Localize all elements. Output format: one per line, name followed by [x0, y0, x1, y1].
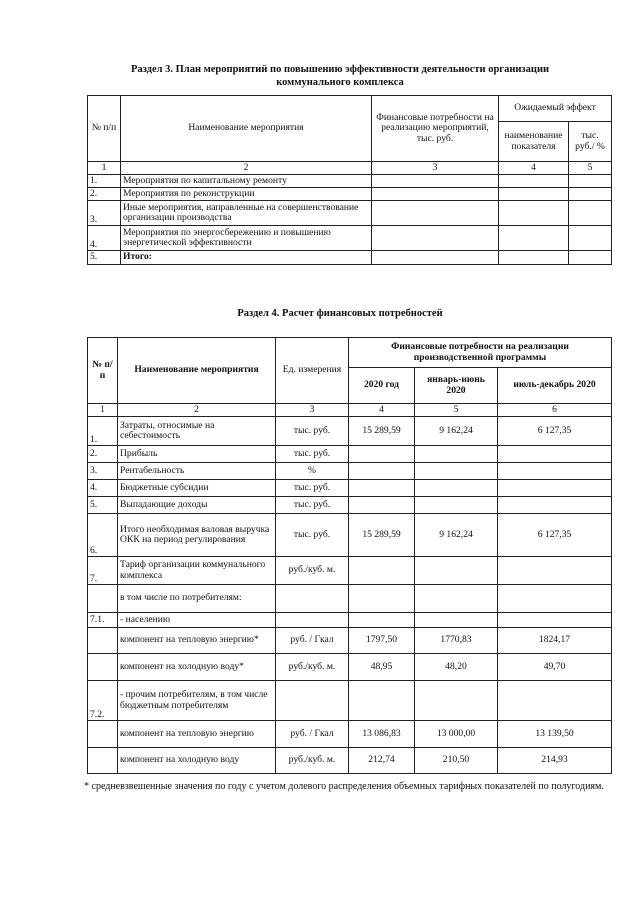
s4-row-name: Тариф организации коммунального комплекса — [118, 557, 276, 585]
s4-row-num: 6. — [88, 514, 118, 557]
s4-row-unit — [276, 681, 349, 721]
s4-row-h1 — [415, 613, 498, 628]
s4-row-num: 5. — [88, 497, 118, 514]
section3-title-line1: Раздел 3. План мероприятий по повышению эффективности деятельности организации — [130, 64, 550, 75]
s4-row-name: компонент на тепловую энергию — [118, 721, 276, 748]
table-row — [88, 585, 612, 613]
s3-header-effect: Ожидаемый эффект — [499, 96, 612, 122]
s3-colnum: 3 — [372, 162, 499, 175]
s4-row-name: в том числе по потребителям: — [118, 585, 276, 613]
s4-row-h1 — [415, 681, 498, 721]
table-row — [88, 613, 612, 628]
table-row — [88, 188, 612, 201]
s4-row-h2 — [498, 585, 612, 613]
s4-row-num — [88, 628, 118, 654]
s4-row-num: 1. — [88, 417, 118, 446]
s4-row-name: компонент на холодную воду — [118, 748, 276, 774]
s3-colnum: 5 — [569, 162, 612, 175]
s4-row-2020 — [349, 446, 415, 463]
s4-row-unit: руб. / Гкал — [276, 628, 349, 654]
s4-row-2020 — [349, 557, 415, 585]
s4-row-name: - прочим потребителям, в том числе бюджетным потребителям — [118, 681, 276, 721]
s4-row-h2 — [498, 681, 612, 721]
section3-table — [87, 95, 612, 265]
table-row — [88, 480, 612, 497]
s4-colnum: 5 — [415, 404, 498, 417]
s3-header-finance: Финансовые потребности на реализацию мероприятий, тыс. руб. — [372, 96, 499, 162]
footnote: * средневзвешенные значения по году с учетом долевого распределения объемных тарифных показателей по полугодиям. — [84, 781, 604, 792]
s3-row-num: 3. — [88, 201, 121, 226]
s4-row-name: Рентабельность — [118, 463, 276, 480]
s4-row-name: Бюджетные субсидии — [118, 480, 276, 497]
table-row — [88, 514, 612, 557]
s4-row-h2: 214,93 — [498, 748, 612, 774]
s4-row-2020: 48,95 — [349, 654, 415, 681]
s3-row-total: Итого: — [121, 251, 372, 265]
table-row — [88, 721, 612, 748]
s4-row-num — [88, 585, 118, 613]
table-row — [88, 251, 612, 265]
s4-row-unit: руб./куб. м. — [276, 654, 349, 681]
s4-colnum: 4 — [349, 404, 415, 417]
s4-row-h1 — [415, 463, 498, 480]
s4-row-num: 7. — [88, 557, 118, 585]
s4-row-name: Выпадающие доходы — [118, 497, 276, 514]
s4-colnum: 1 — [88, 404, 118, 417]
s4-row-unit — [276, 585, 349, 613]
s3-row-num: 1. — [88, 175, 121, 188]
s4-row-unit: тыс. руб. — [276, 417, 349, 446]
s3-colnum: 4 — [499, 162, 569, 175]
s4-row-unit: руб./куб. м. — [276, 748, 349, 774]
s4-row-num: 7.1. — [88, 613, 118, 628]
s3-row-num: 4. — [88, 226, 121, 251]
s3-row-num: 5. — [88, 251, 121, 265]
s3-colnum: 2 — [121, 162, 372, 175]
s3-row-num: 2. — [88, 188, 121, 201]
s4-row-num: 2. — [88, 446, 118, 463]
s4-row-num — [88, 654, 118, 681]
s4-row-unit: тыс. руб. — [276, 446, 349, 463]
table-row — [88, 681, 612, 721]
table-row — [88, 226, 612, 251]
section3-title — [60, 63, 620, 89]
s4-row-2020 — [349, 480, 415, 497]
s4-row-2020: 15 289,59 — [349, 514, 415, 557]
s4-row-name: - населению — [118, 613, 276, 628]
section4-title: Раздел 4. Расчет финансовых потребностей — [237, 308, 443, 319]
s3-row-name: Мероприятия по энергосбережению и повышению энергетической эффективности — [121, 226, 372, 251]
table-row — [88, 748, 612, 774]
s4-colnum: 2 — [118, 404, 276, 417]
s4-row-2020: 1797,50 — [349, 628, 415, 654]
s4-row-2020 — [349, 463, 415, 480]
s4-row-h2: 1824,17 — [498, 628, 612, 654]
table-row — [88, 497, 612, 514]
s4-header-name: Наименование мероприятия — [118, 338, 276, 404]
s4-row-unit: руб./куб. м. — [276, 557, 349, 585]
s4-header-num: № п/п — [88, 338, 118, 404]
s4-row-h1: 9 162,24 — [415, 514, 498, 557]
s4-row-2020: 212,74 — [349, 748, 415, 774]
s4-row-2020 — [349, 681, 415, 721]
s3-header-num: № п/п — [88, 96, 121, 162]
table-row — [88, 201, 612, 226]
s4-row-h1 — [415, 480, 498, 497]
s4-row-2020 — [349, 585, 415, 613]
s4-colnum: 3 — [276, 404, 349, 417]
s4-row-h2 — [498, 557, 612, 585]
s4-row-2020: 15 289,59 — [349, 417, 415, 446]
table-row — [88, 654, 612, 681]
s4-row-h2 — [498, 497, 612, 514]
s3-row-name: Иные мероприятия, направленные на совершенствование организации производства — [121, 201, 372, 226]
s4-row-2020: 13 086,83 — [349, 721, 415, 748]
s4-row-h2 — [498, 613, 612, 628]
s4-row-h1: 48,20 — [415, 654, 498, 681]
s4-row-h1 — [415, 557, 498, 585]
s4-row-num: 3. — [88, 463, 118, 480]
s4-colnum: 6 — [498, 404, 612, 417]
s4-row-num: 7.2. — [88, 681, 118, 721]
table-row — [88, 557, 612, 585]
s4-row-name: Итого необходимая валовая выручка ОКК на период регулирования — [118, 514, 276, 557]
table-row — [88, 417, 612, 446]
s3-row-name: Мероприятия по капитальному ремонту — [121, 175, 372, 188]
s3-header-effect-rub: тыс. руб./ % — [569, 122, 612, 162]
s4-row-num: 4. — [88, 480, 118, 497]
section4-table — [87, 337, 612, 774]
s4-row-num — [88, 721, 118, 748]
s4-row-unit: тыс. руб. — [276, 497, 349, 514]
s4-row-h1: 13 000,00 — [415, 721, 498, 748]
s3-row-name: Мероприятия по реконструкции — [121, 188, 372, 201]
s4-row-h2: 6 127,35 — [498, 514, 612, 557]
s4-row-h1 — [415, 446, 498, 463]
table-row — [88, 463, 612, 480]
s4-row-unit: руб. / Гкал — [276, 721, 349, 748]
s4-row-unit: тыс. руб. — [276, 480, 349, 497]
s4-row-num — [88, 748, 118, 774]
s4-header-unit: Ед. измерения — [276, 338, 349, 404]
s4-row-2020 — [349, 497, 415, 514]
s4-row-name: компонент на тепловую энергию* — [118, 628, 276, 654]
s4-row-h2: 49,70 — [498, 654, 612, 681]
s4-row-h1 — [415, 497, 498, 514]
s4-row-h2: 13 139,50 — [498, 721, 612, 748]
s4-header-h2: июль-декабрь 2020 — [498, 368, 612, 404]
s4-row-h2 — [498, 446, 612, 463]
s3-header-effect-name: наименование показателя — [499, 122, 569, 162]
s4-row-unit: % — [276, 463, 349, 480]
s4-row-h1: 1770,83 — [415, 628, 498, 654]
s4-header-h1: январь-июнь 2020 — [415, 368, 498, 404]
s4-row-unit: тыс. руб. — [276, 514, 349, 557]
s3-colnum: 1 — [88, 162, 121, 175]
s4-row-h1: 210,50 — [415, 748, 498, 774]
s4-row-h1 — [415, 585, 498, 613]
table-row — [88, 175, 612, 188]
s4-row-h1: 9 162,24 — [415, 417, 498, 446]
section3-title-line2: коммунального комплекса — [276, 77, 404, 88]
s4-row-name: Прибыль — [118, 446, 276, 463]
s4-header-2020: 2020 год — [349, 368, 415, 404]
table-row — [88, 446, 612, 463]
s4-row-h2: 6 127,35 — [498, 417, 612, 446]
table-row — [88, 628, 612, 654]
s4-row-name: Затраты, относимые на себестоимость — [118, 417, 276, 446]
s4-row-name: компонент на холодную воду* — [118, 654, 276, 681]
s4-row-unit — [276, 613, 349, 628]
s4-header-group: Финансовые потребности на реализации производственной программы — [349, 338, 612, 368]
s4-row-h2 — [498, 480, 612, 497]
s4-row-h2 — [498, 463, 612, 480]
s3-header-name: Наименование мероприятия — [121, 96, 372, 162]
s4-row-2020 — [349, 613, 415, 628]
